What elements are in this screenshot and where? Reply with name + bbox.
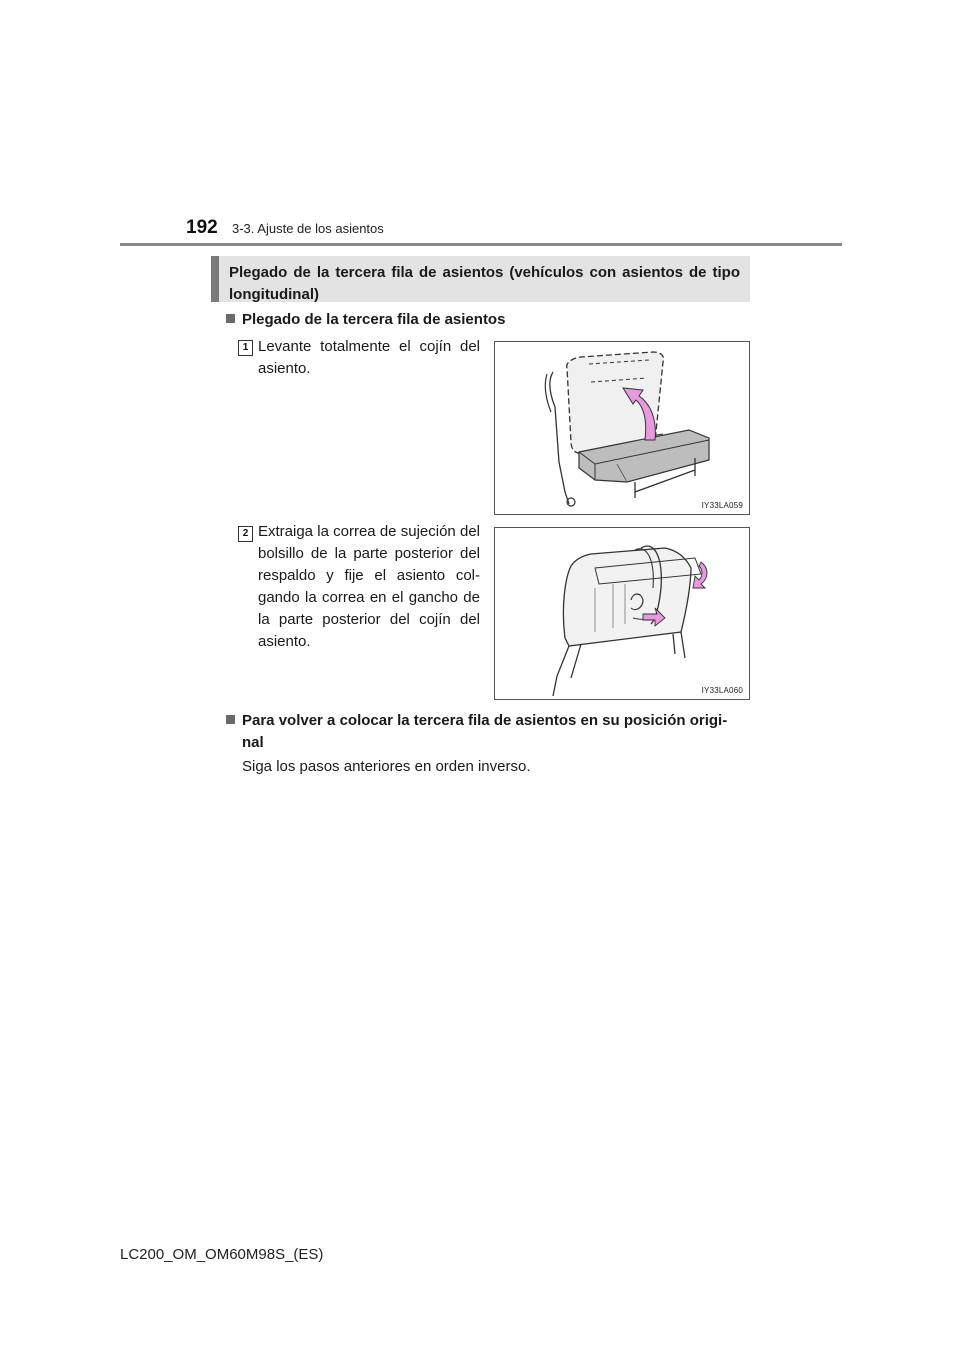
section-heading-box xyxy=(211,256,750,302)
strap-hook-drawing xyxy=(495,528,749,699)
step-2-text: Extraiga la correa de sujeción del bolsillo de la parte posterior del respaldo y fije el asiento col-gando la correa en el gancho de la parte posterior del cojín del asiento. xyxy=(258,523,480,650)
restore-instructions: Siga los pasos anteriores en orden inverso. xyxy=(242,758,531,775)
bullet-heading-line-2: nal xyxy=(242,734,264,751)
figure-code: IY33LA060 xyxy=(701,686,743,695)
bullet-heading-folding xyxy=(226,309,505,331)
heading-line-2: longitudinal) xyxy=(229,286,319,303)
square-bullet-icon xyxy=(226,715,235,724)
section-title: 3-3. Ajuste de los asientos xyxy=(232,221,384,236)
seat-cushion-lift-drawing xyxy=(495,342,749,514)
step-1-text: Levante totalmente el cojín del asiento. xyxy=(258,338,480,377)
page-number: 192 xyxy=(186,217,218,238)
illustration-lift-seat-cushion xyxy=(494,341,750,515)
heading-line-1: Plegado de la tercera fila de asientos (vehículos con asientos de tipo xyxy=(229,264,740,281)
bullet-heading-line-1: Para volver a colocar la tercera fila de asientos en su posición origi- xyxy=(242,712,728,729)
figure-code: IY33LA059 xyxy=(701,501,743,510)
step-number-badge: 1 xyxy=(238,340,253,356)
header-divider xyxy=(120,243,842,246)
bullet-heading-text: Plegado de la tercera fila de asientos xyxy=(242,311,506,328)
document-code: LC200_OM_OM60M98S_(ES) xyxy=(120,1246,324,1263)
bullet-heading-restore xyxy=(226,710,754,754)
square-bullet-icon xyxy=(226,314,235,323)
illustration-attach-strap xyxy=(494,527,750,700)
step-number-badge: 2 xyxy=(238,526,253,542)
